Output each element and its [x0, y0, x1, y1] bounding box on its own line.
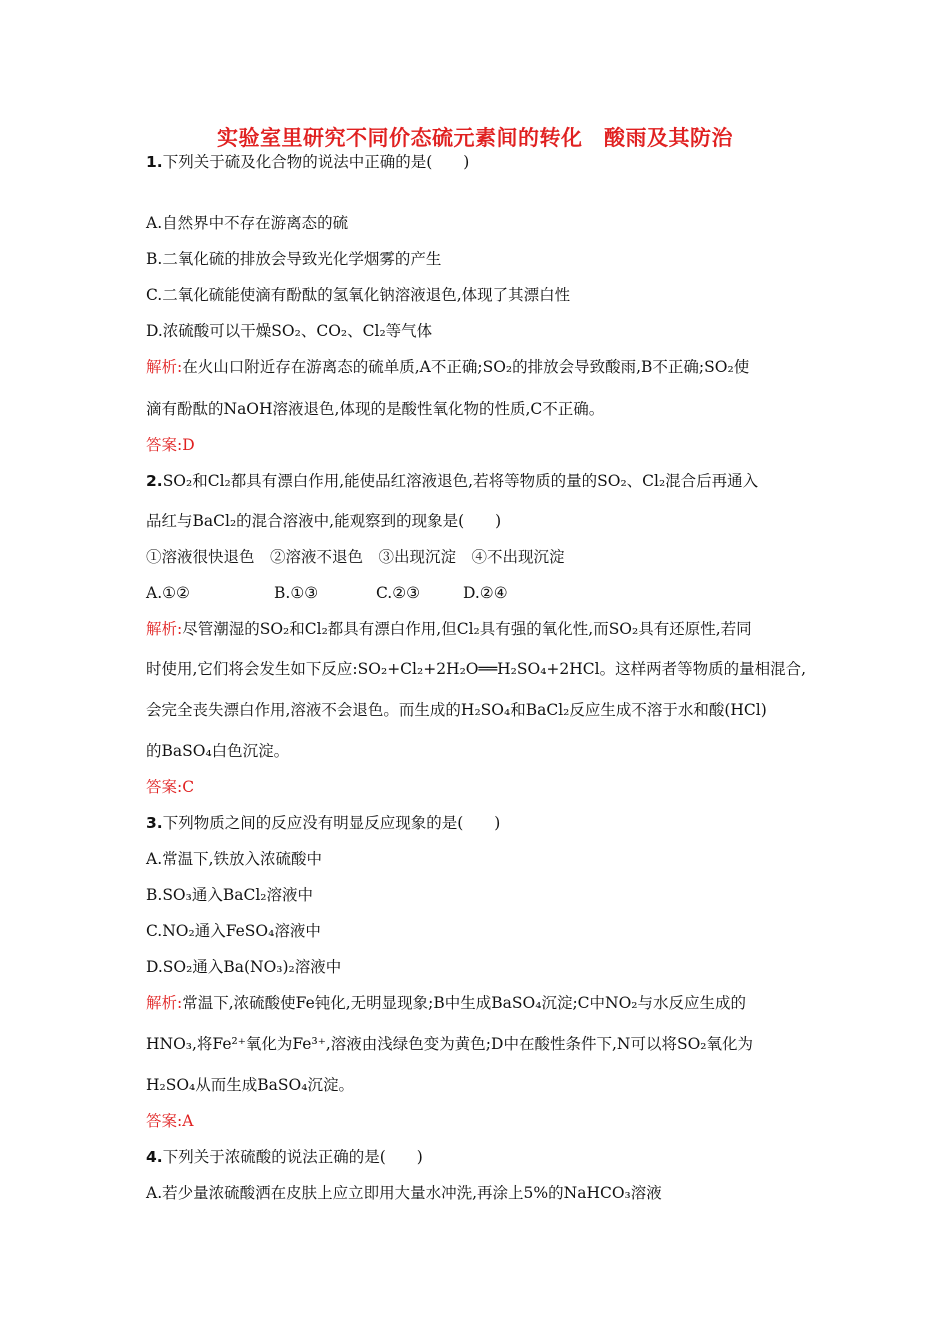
- analysis-label: 解析:: [146, 994, 183, 1012]
- question-stem-line: 品红与BaCl₂的混合溶液中,能观察到的现象是( ): [146, 512, 502, 530]
- question-number: 1.: [146, 153, 163, 171]
- option: B.二氧化硫的排放会导致光化学烟雾的产生: [146, 250, 442, 268]
- question-number: 3.: [146, 814, 163, 832]
- option: D.SO₂通入Ba(NO₃)₂溶液中: [146, 958, 342, 976]
- answer: 答案:D: [146, 436, 195, 454]
- analysis-line: 滴有酚酞的NaOH溶液退色,体现的是酸性氧化物的性质,C不正确。: [146, 400, 605, 418]
- option: A.若少量浓硫酸洒在皮肤上应立即用大量水冲洗,再涂上5%的NaHCO₃溶液: [146, 1184, 662, 1202]
- option: A.常温下,铁放入浓硫酸中: [146, 850, 323, 868]
- option: C.二氧化硫能使滴有酚酞的氢氧化钠溶液退色,体现了其漂白性: [146, 286, 571, 304]
- option: D.②④: [463, 584, 508, 602]
- question-number: 4.: [146, 1148, 163, 1166]
- answer: 答案:A: [146, 1112, 194, 1130]
- analysis-line: 会完全丧失漂白作用,溶液不会退色。而生成的H₂SO₄和BaCl₂反应生成不溶于水和酸(HCl): [146, 701, 767, 719]
- phenomena-list: ①溶液很快退色 ②溶液不退色 ③出现沉淀 ④不出现沉淀: [146, 548, 565, 566]
- question-number: 2.: [146, 472, 163, 490]
- analysis-line: 的BaSO₄白色沉淀。: [146, 742, 290, 760]
- analysis-line: 解析:在火山口附近存在游离态的硫单质,A不正确;SO₂的排放会导致酸雨,B不正确;SO₂使: [146, 358, 750, 376]
- option: B.①③: [274, 584, 319, 602]
- page-title: 实验室里研究不同价态硫元素间的转化 酸雨及其防治: [217, 126, 733, 150]
- question-4-stem: 4.下列关于浓硫酸的说法正确的是( ): [146, 1148, 423, 1166]
- question-2-stem: 2.SO₂和Cl₂都具有漂白作用,能使品红溶液退色,若将等物质的量的SO₂、Cl₂混合后再通入: [146, 472, 759, 490]
- option: B.SO₃通入BaCl₂溶液中: [146, 886, 314, 904]
- option: A.①②: [146, 584, 190, 602]
- analysis-line: 时使用,它们将会发生如下反应:SO₂+Cl₂+2H₂O══H₂SO₄+2HCl。这样两者等物质的量相混合,: [146, 660, 807, 678]
- option: A.自然界中不存在游离态的硫: [146, 214, 349, 232]
- question-3-stem: 3.下列物质之间的反应没有明显反应现象的是( ): [146, 814, 501, 832]
- option: C.NO₂通入FeSO₄溶液中: [146, 922, 321, 940]
- analysis-line: 解析:常温下,浓硫酸使Fe钝化,无明显现象;B中生成BaSO₄沉淀;C中NO₂与水反应生成的: [146, 994, 747, 1012]
- option: C.②③: [376, 584, 421, 602]
- question-1-stem: 1.下列关于硫及化合物的说法中正确的是( ): [146, 153, 470, 171]
- options-row: [146, 583, 508, 603]
- analysis-label: 解析:: [146, 620, 183, 638]
- answer: 答案:C: [146, 778, 195, 796]
- analysis-line: 解析:尽管潮湿的SO₂和Cl₂都具有漂白作用,但Cl₂具有强的氧化性,而SO₂具有还原性,若同: [146, 620, 752, 638]
- analysis-line: HNO₃,将Fe²⁺氧化为Fe³⁺,溶液由浅绿色变为黄色;D中在酸性条件下,N可以将SO₂氧化为: [146, 1035, 753, 1053]
- analysis-label: 解析:: [146, 358, 183, 376]
- analysis-line: H₂SO₄从而生成BaSO₄沉淀。: [146, 1076, 354, 1094]
- option: D.浓硫酸可以干燥SO₂、CO₂、Cl₂等气体: [146, 322, 433, 340]
